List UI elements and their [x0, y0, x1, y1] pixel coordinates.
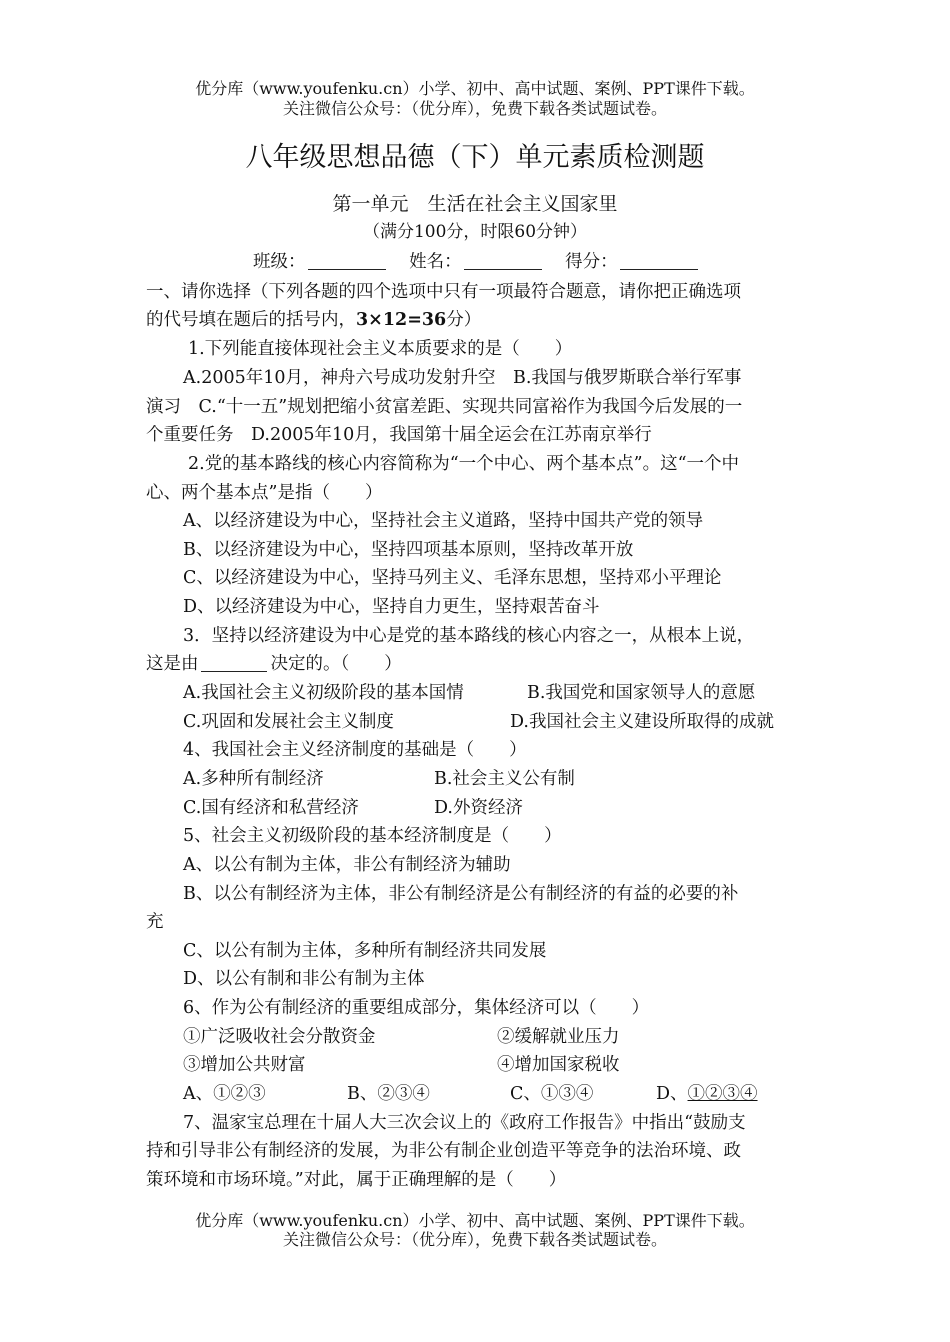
section1-heading-end: 分）: [446, 310, 482, 330]
exam-note: （满分100分，时限60分钟）: [362, 222, 588, 242]
q2-stem-line2: 心、两个基本点”是指（ ）: [146, 483, 383, 503]
q4-stem: 4、我国社会主义经济制度的基础是（ ）: [183, 740, 527, 760]
q6-option-a: A、①②③: [183, 1084, 266, 1104]
q6-item-2: ②缓解就业压力: [497, 1027, 620, 1047]
name-label: 姓名：: [409, 252, 462, 272]
class-field[interactable]: [308, 253, 386, 270]
q6-option-c: C、①③④: [510, 1084, 594, 1104]
q6-item-1: ①广泛吸收社会分散资金: [183, 1027, 376, 1047]
q3-option-a: A.我国社会主义初级阶段的基本国情: [183, 683, 464, 703]
q3-stem-line2: [146, 654, 402, 674]
q4-option-b: B.社会主义公有制: [434, 769, 575, 789]
q4-option-a: A.多种所有制经济: [183, 769, 324, 789]
q7-stem-line3: 策环境和市场环境。”对此，属于正确理解的是（ ）: [146, 1170, 567, 1190]
footer-line-1: 优分库（www.youfenku.cn）小学、初中、高中试题、案例、PPT课件下载。: [195, 1211, 755, 1230]
q2-option-c: C、以经济建设为中心，坚持马列主义、毛泽东思想，坚持邓小平理论: [183, 568, 722, 588]
section1-heading-line2: [146, 310, 481, 330]
q1-options-line1: A.2005年10月，神舟六号成功发射升空 B.我国与俄罗斯联合举行军事: [183, 368, 742, 388]
q2-stem-line1: 2.党的基本路线的核心内容简称为“一个中心、两个基本点”。这“一个中: [188, 454, 740, 474]
q1-stem: 1.下列能直接体现社会主义本质要求的是（ ）: [188, 339, 573, 359]
section1-score: 3×12=36: [356, 310, 447, 330]
q6-item-3: ③增加公共财富: [183, 1055, 306, 1075]
q1-options-line2: 演习 C.“十一五”规划把缩小贫富差距、实现共同富裕作为我国今后发展的一: [146, 397, 743, 417]
q3-blank[interactable]: [201, 655, 267, 672]
exam-title: 八年级思想品德（下）单元素质检测题: [245, 142, 705, 173]
q3-stem-suffix: 决定的。（ ）: [270, 654, 402, 674]
q5-option-a: A、以公有制为主体，非公有制经济为辅助: [183, 855, 511, 875]
section1-heading-line1: 一、请你选择（下列各题的四个选项中只有一项最符合题意，请你把正确选项: [146, 282, 741, 302]
q5-option-c: C、以公有制为主体，多种所有制经济共同发展: [183, 941, 547, 961]
footer-line-2: 关注微信公众号：（优分库），免费下载各类试题试卷。: [282, 1230, 667, 1249]
q7-stem-line1: 7、温家宝总理在十届人大三次会议上的《政府工作报告》中指出“鼓励支: [183, 1113, 746, 1133]
header-line-1: 优分库（www.youfenku.cn）小学、初中、高中试题、案例、PPT课件下载。: [195, 79, 755, 98]
q7-stem-line2: 持和引导非公有制经济的发展，为非公有制企业创造平等竞争的法治环境、政: [146, 1141, 741, 1161]
q6-option-d: [656, 1084, 758, 1104]
score-label: 得分：: [565, 252, 618, 272]
q5-option-d: D、以公有制和非公有制为主体: [183, 969, 425, 989]
header-line-2: 关注微信公众号：（优分库），免费下载各类试题试卷。: [282, 99, 667, 118]
name-field[interactable]: [464, 253, 542, 270]
score-field[interactable]: [620, 253, 698, 270]
q4-option-c: C.国有经济和私营经济: [183, 798, 359, 818]
q5-option-b-line2: 充: [146, 912, 164, 932]
q2-option-a: A、以经济建设为中心，坚持社会主义道路，坚持中国共产党的领导: [183, 511, 704, 531]
info-row: [253, 252, 702, 272]
class-label: 班级：: [253, 252, 306, 272]
q6-option-b: B、②③④: [347, 1084, 430, 1104]
q6-stem: 6、作为公有制经济的重要组成部分，集体经济可以（ ）: [183, 998, 650, 1018]
q3-stem-prefix: 这是由: [146, 654, 199, 674]
q5-stem: 5、社会主义初级阶段的基本经济制度是（ ）: [183, 826, 562, 846]
q2-option-b: B、以经济建设为中心，坚持四项基本原则，坚持改革开放: [183, 540, 634, 560]
q3-option-d: D.我国社会主义建设所取得的成就: [510, 712, 774, 732]
q3-option-b: B.我国党和国家领导人的意愿: [527, 683, 756, 703]
q6-option-d-prefix: D、: [656, 1084, 688, 1104]
q4-option-d: D.外资经济: [434, 798, 523, 818]
q5-option-b-line1: B、以公有制经济为主体，非公有制经济是公有制经济的有益的必要的补: [183, 884, 739, 904]
q3-option-c: C.巩固和发展社会主义制度: [183, 712, 394, 732]
q1-options-line3: 个重要任务 D.2005年10月，我国第十届全运会在江苏南京举行: [146, 425, 652, 445]
q6-item-4: ④增加国家税收: [497, 1055, 620, 1075]
section1-heading-text: 的代号填在题后的括号内，: [146, 310, 356, 330]
q2-option-d: D、以经济建设为中心，坚持自力更生，坚持艰苦奋斗: [183, 597, 600, 617]
unit-title: 第一单元 生活在社会主义国家里: [332, 193, 618, 215]
q3-stem-line1: 3．坚持以经济建设为中心是党的基本路线的核心内容之一，从根本上说，: [183, 626, 755, 646]
q6-option-d-value: ①②③④: [687, 1084, 758, 1104]
